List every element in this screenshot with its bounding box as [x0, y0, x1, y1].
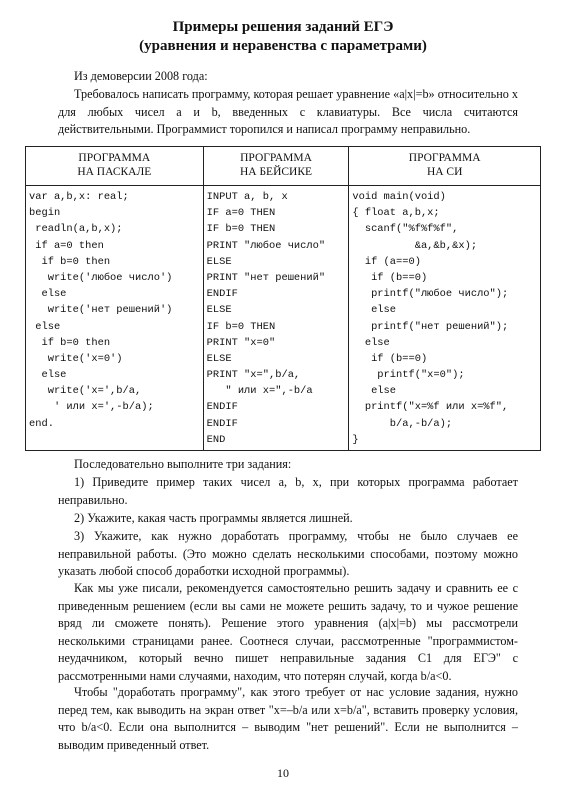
source-note: Из демоверсии 2008 года:	[74, 69, 208, 83]
basic-code-line: ENDIF	[206, 288, 238, 301]
page-title	[0, 18, 566, 56]
page-number: 10	[277, 766, 289, 780]
c-code-line: &a,&b,&x);	[352, 239, 478, 252]
pascal-code-line: ' или x=',-b/a);	[29, 401, 154, 414]
task-statement: Требовалось написать программу, которая решает уравнение «a|x|=b» относительно x для любых чисел a и b, введенных с клавиатуры. Все числа считаются действительными. Программист торопился и написал программу неправильно.	[58, 87, 518, 136]
pascal-code-line: write('x=0')	[29, 352, 123, 365]
c-code-line: else	[352, 336, 390, 349]
c-code-line: void main(void)	[352, 191, 446, 203]
basic-code-line: ENDIF	[206, 401, 238, 414]
pascal-code-line: write('любое число')	[29, 271, 173, 284]
pascal-code-line: else	[29, 288, 67, 301]
basic-code-line: PRINT "x=",b/a,	[206, 369, 301, 382]
pascal-code-line: var a,b,x: real;	[29, 191, 129, 203]
c-code-line: printf("x=%f или x=%f",	[352, 401, 509, 414]
c-code-line: b/a,-b/a);	[352, 417, 453, 430]
basic-code-line: PRINT "x=0"	[206, 336, 276, 349]
header-basic: ПРОГРАММА НА БЕЙСИКЕ	[203, 147, 349, 186]
basic-code-line: ENDIF	[206, 417, 238, 430]
basic-code-line: END	[206, 433, 226, 446]
basic-code-cell	[203, 186, 349, 451]
pascal-code-line: else	[29, 320, 61, 333]
title-line-1: Примеры решения заданий ЕГЭ	[172, 19, 394, 35]
basic-code-line: " или x=",-b/a	[206, 385, 313, 398]
pascal-code-cell	[26, 186, 204, 451]
basic-code-line: INPUT a, b, x	[206, 191, 288, 203]
c-code-line: printf("нет решений");	[352, 320, 509, 333]
c-code-line: if (b==0)	[352, 271, 428, 284]
basic-code-line: ELSE	[206, 304, 232, 317]
header-pascal: ПРОГРАММА НА ПАСКАЛЕ	[26, 147, 204, 186]
task-1: 1) Приведите пример таких чисел a, b, x, при которых программа работает неправильно.	[58, 475, 518, 507]
basic-code-line: PRINT "нет решений"	[206, 271, 326, 284]
basic-code-line: IF a=0 THEN	[206, 207, 276, 220]
c-code-cell	[349, 186, 541, 451]
basic-code-line: IF b=0 THEN	[206, 223, 276, 236]
basic-code-line: PRINT "любое число"	[206, 239, 326, 252]
basic-code-line: ELSE	[206, 255, 232, 268]
task-2: 2) Укажите, какая часть программы является лишней.	[74, 511, 353, 525]
basic-code-line: IF b=0 THEN	[206, 320, 276, 333]
pascal-code-line: begin	[29, 207, 61, 220]
pascal-code-line: end.	[29, 417, 54, 430]
c-code-line: else	[352, 304, 397, 317]
c-code-line: { float a,b,x;	[352, 207, 440, 220]
header-c: ПРОГРАММА НА СИ	[349, 147, 541, 186]
c-code-line: }	[352, 433, 359, 446]
pascal-code-line: if a=0 then	[29, 239, 104, 252]
basic-code-line: ELSE	[206, 352, 232, 365]
tasks-intro: Последовательно выполните три задания:	[74, 457, 292, 471]
pascal-code-line: if b=0 then	[29, 255, 111, 268]
pascal-code-line: write('нет решений')	[29, 304, 173, 317]
pascal-code-line: else	[29, 369, 67, 382]
pascal-code-line: readln(a,b,x);	[29, 223, 123, 236]
title-line-2: (уравнения и неравенства с параметрами)	[139, 38, 427, 54]
solution-paragraph-1: Как мы уже писали, рекомендуется самостоятельно решить задачу и сравнить ее с приведенным решением (если вы сами не можете решить задачу, то и чужое решение вряд ли сможете понять). Решение этого уравнения (a|x|=b) мы рассмотрели несколькими страницами ранее. Соотнеся случаи, рассмотренные "программистом-неудачником, который вечно пишет неправильные задания С1 для ЕГЭ" с рассмотренными нами случаями, находим, что потерян случай, когда b/a<0.	[58, 581, 518, 683]
c-code-line: printf("любое число");	[352, 288, 509, 301]
c-code-line: scanf("%f%f%f",	[352, 223, 459, 236]
c-code-line: if (a==0)	[352, 255, 421, 268]
task-3: 3) Укажите, как нужно доработать программу, чтобы не было случаев ее неправильной работы. (Это можно сделать несколькими способами, поэтому можно указать любой способ доработки исходной программы).	[58, 529, 518, 578]
pascal-code-line: write('x=',b/a,	[29, 385, 142, 398]
c-code-line: if (b==0)	[352, 352, 428, 365]
solution-paragraph-2: Чтобы "доработать программу", как этого требует от нас условие задания, нужно перед тем, как выводить на экран ответ "x=–b/a или x=b/a", вставить проверку условия, что b/a<0. Если она выполнится – выводим "нет решений". Если не выполнится – выводим приведенный ответ.	[58, 685, 518, 752]
c-code-line: printf("x=0");	[352, 369, 465, 382]
pascal-code-line: if b=0 then	[29, 336, 111, 349]
c-code-line: else	[352, 385, 397, 398]
code-table	[25, 146, 541, 451]
